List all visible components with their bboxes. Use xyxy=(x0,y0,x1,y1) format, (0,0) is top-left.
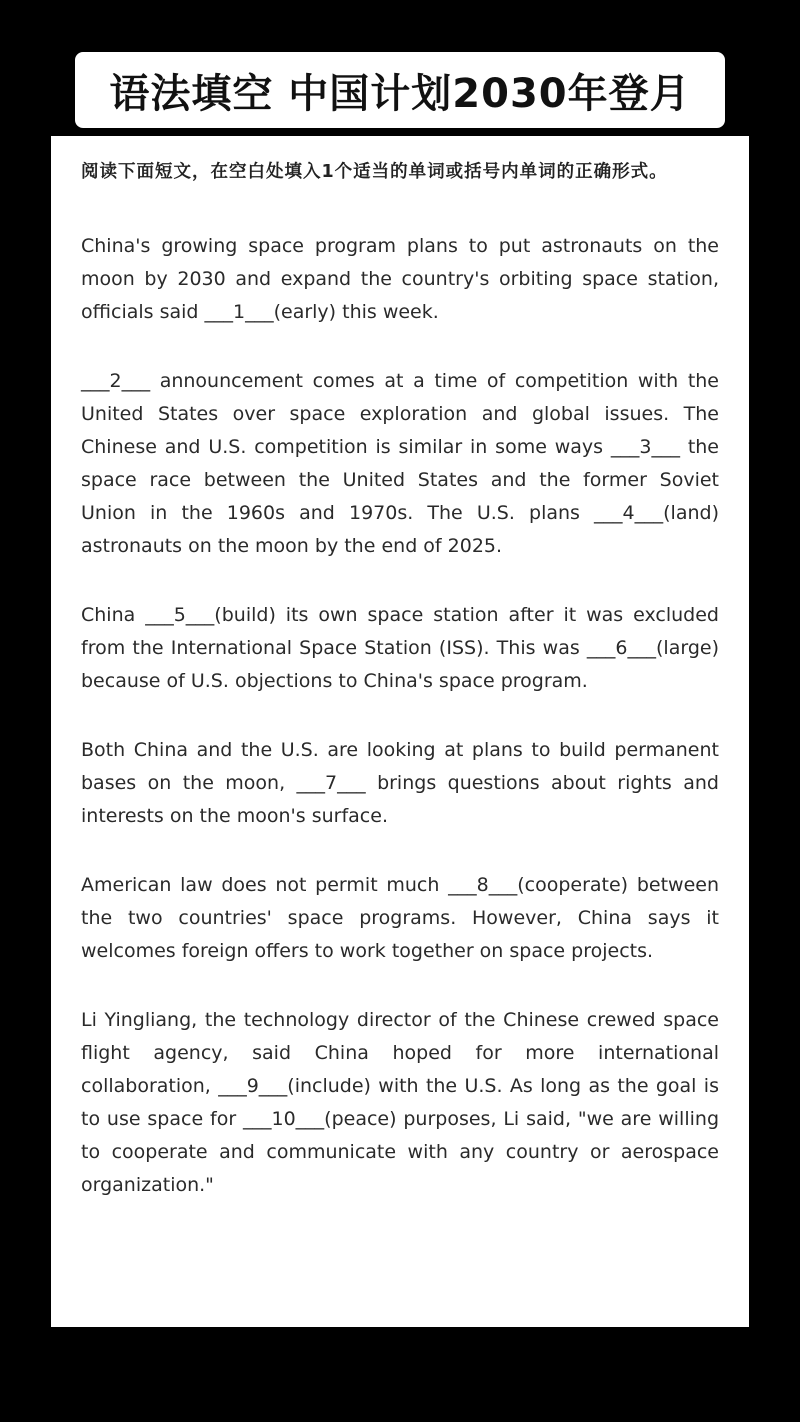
instructions: 阅读下面短文，在空白处填入1个适当的单词或括号内单词的正确形式。 xyxy=(81,162,668,182)
passage-paragraph-4: Both China and the U.S. are looking at plans to build permanent bases on the moon, ___7___ brings questions about rights and interests on the moon's surface. xyxy=(81,739,719,827)
page-title: 语法填空 中国计划2030年登月 xyxy=(109,70,691,117)
passage-paragraph-6: Li Yingliang, the technology director of the Chinese crewed space flight agency, said China hoped for more international collaboration, ___9___(include) with the U.S. As long as the goal is to use space for ___10___(peace) purposes, Li said, "we are willing to cooperate and communicate with any country or aerospace organization." xyxy=(81,1009,719,1196)
passage-paragraph-1: China's growing space program plans to put astronauts on the moon by 2030 and expand the country's orbiting space station, officials said ___1___(early) this week. xyxy=(81,235,719,323)
passage-paragraph-3: China ___5___(build) its own space station after it was excluded from the International Space Station (ISS). This was ___6___(large) because of U.S. objections to China's space program. xyxy=(81,604,719,692)
passage-paragraph-5: American law does not permit much ___8___(cooperate) between the two countries' space programs. However, China says it welcomes foreign offers to work together on space projects. xyxy=(81,874,719,962)
passage-paragraph-2: ___2___ announcement comes at a time of competition with the United States over space exploration and global issues. The Chinese and U.S. competition is similar in some ways ___3___ the space race between the United States and the former Soviet Union in the 1960s and 1970s. The U.S. plans ___4___(land) astronauts on the moon by the end of 2025. xyxy=(81,370,719,557)
exercise-sheet xyxy=(51,136,749,1327)
title-banner xyxy=(75,52,725,128)
